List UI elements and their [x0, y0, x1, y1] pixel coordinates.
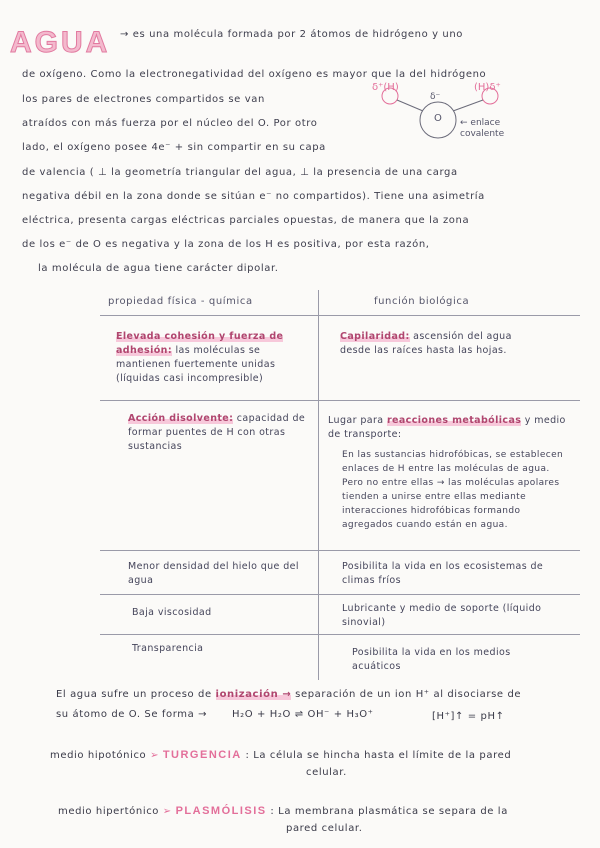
intro-line-7: negativa débil en la zona donde se sitúan e⁻ no compartidos). Tiene una asimetría: [22, 191, 485, 202]
intro-line-3: los pares de electrones compartidos se van: [22, 94, 265, 105]
table-rule: [100, 594, 580, 595]
turgencia-text-2: celular.: [306, 767, 347, 778]
ionization-equation: H₂O + H₂O ⇌ OH⁻ + H₃O⁺: [232, 709, 374, 720]
ionization-definition: separación de un ion H⁺ al disociarse de: [295, 689, 522, 700]
property-title: Elevada cohesión y fuerza de adhesión:: [116, 331, 284, 356]
table-header-property: propiedad física - química: [108, 296, 253, 307]
table-row: Baja viscosidad: [132, 607, 212, 618]
ph-relation: [H⁺]↑ = pH↑: [432, 711, 505, 722]
property-text: las moléculas se mantienen fuertemente unidas (líquidas casi incompresible): [116, 345, 276, 384]
turgencia-text: : La célula se hincha hasta el límite de la pared: [245, 750, 512, 761]
table-header-function: función biológica: [374, 296, 470, 307]
ionization-line-1: [56, 688, 521, 702]
table-row: Transparencia: [132, 643, 204, 654]
delta-o-label: δ⁻: [430, 92, 441, 102]
turgencia-line: [50, 748, 511, 763]
property-text: capacidad de formar puentes de H con otras sustancias: [128, 413, 306, 452]
function-subtext: En las sustancias hidrofóbicas, se establecen enlaces de H entre las moléculas de agua. Pero no entre ellas → las moléculas apolares tienden a unirse entre ellas mediante interacciones hidrofóbicas formando agregados cuando están en agua.: [342, 450, 564, 530]
table-row: Lubricante y medio de soporte (líquido sinovial): [342, 603, 542, 628]
function-title: reacciones metabólicas: [386, 415, 522, 426]
table-row: Posibilita la vida en los medios acuáticos: [352, 647, 511, 672]
table-rule: [100, 400, 580, 401]
ionization-line-2: su átomo de O. Se forma →: [56, 709, 208, 720]
function-title: Capilaridad:: [340, 331, 410, 342]
covalent-bond-label: ← enlace covalente: [460, 118, 505, 139]
table-row: Posibilita la vida en los ecosistemas de climas fríos: [342, 561, 544, 586]
intro-line-8: eléctrica, presenta cargas eléctricas parciales opuestas, de manera que la zona: [22, 215, 470, 226]
plasmolisis-text: : La membrana plasmática se separa de la: [270, 806, 508, 817]
plasmolisis-line: [58, 804, 508, 819]
table-header-rule: [100, 315, 580, 316]
plasmolisis-keyword: PLASMÓLISIS: [175, 805, 267, 817]
page-title: AGUA: [10, 26, 111, 59]
table-divider-vertical: [318, 290, 319, 680]
ionization-intro: El agua sufre un proceso de: [56, 689, 212, 700]
function-text: ascensión del agua desde las raíces hasta las hojas.: [340, 331, 512, 356]
plasmolisis-medium: medio hipertónico: [58, 806, 160, 817]
table-row: [128, 412, 314, 454]
table-row: [328, 414, 568, 442]
intro-line-10: la molécula de agua tiene carácter dipolar.: [38, 263, 279, 274]
arrow-icon: ➢: [162, 806, 172, 817]
table-rule: [100, 634, 580, 635]
property-title: Acción disolvente:: [128, 413, 234, 424]
intro-line-4: atraídos con más fuerza por el núcleo del O. Por otro: [22, 118, 318, 129]
table-rule: [100, 550, 580, 551]
turgencia-keyword: TURGENCIA: [162, 749, 242, 761]
table-row: [116, 330, 312, 386]
ionization-keyword: ionización →: [215, 689, 292, 700]
plasmolisis-text-2: pared celular.: [286, 823, 363, 834]
h-right-label: (H)δ⁺: [474, 82, 501, 93]
function-text: y medio de transporte:: [328, 415, 566, 440]
intro-line-5: lado, el oxígeno posee 4e⁻ + sin compartir en su capa: [22, 142, 326, 153]
intro-line-6: de valencia ( ⊥ la geometría triangular del agua, ⊥ la presencia de una carga: [22, 167, 458, 178]
arrow-icon: ➢: [150, 750, 160, 761]
turgencia-medium: medio hipotónico: [50, 750, 147, 761]
function-lead: Lugar para: [328, 415, 384, 426]
intro-line-9: de los e⁻ de O es negativa y la zona de los H es positiva, por esta razón,: [22, 239, 430, 250]
intro-line-1: → es una molécula formada por 2 átomos de hidrógeno y uno: [120, 29, 463, 40]
intro-line-2: de oxígeno. Como la electronegatividad del oxígeno es mayor que la del hidrógeno: [22, 69, 487, 80]
table-row: [340, 330, 540, 358]
h-left-label: δ⁺(H): [372, 82, 399, 93]
table-row: Menor densidad del hielo que del agua: [128, 561, 299, 586]
oxygen-label: O: [434, 113, 442, 124]
